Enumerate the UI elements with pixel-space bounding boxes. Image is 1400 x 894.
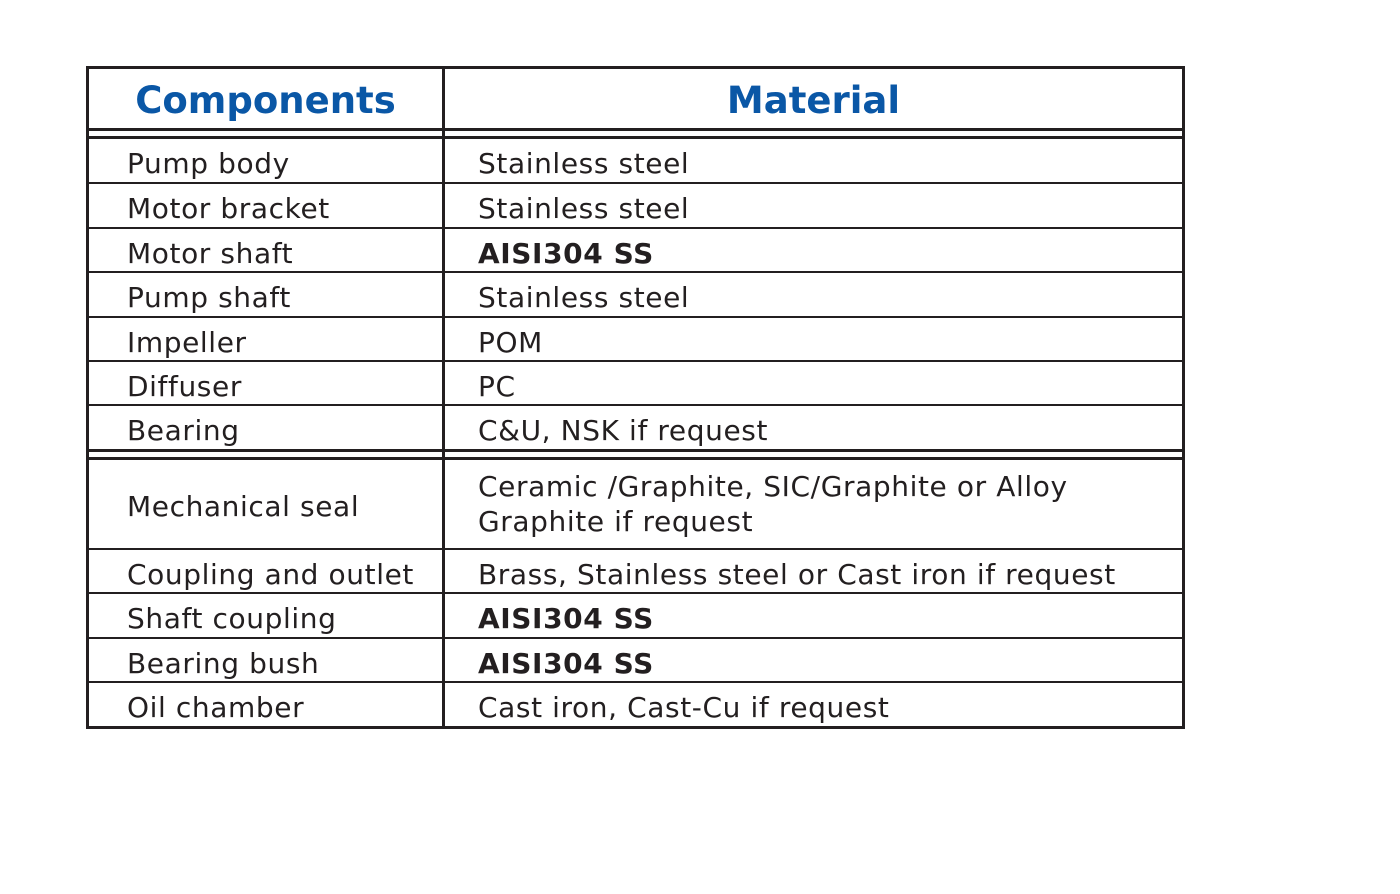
material-value: Stainless steel <box>478 281 690 314</box>
material-value: Stainless steel <box>478 147 690 180</box>
material-value: C&U, NSK if request <box>478 414 769 447</box>
material-cell <box>445 460 1182 548</box>
table-row <box>89 318 1182 361</box>
material-cell <box>445 273 1182 317</box>
material-cell <box>445 318 1182 361</box>
table-row <box>89 406 1182 450</box>
material-cell <box>445 594 1182 638</box>
component-name: Coupling and outlet <box>127 557 414 591</box>
component-cell <box>89 406 442 450</box>
header-row <box>89 69 1182 129</box>
component-cell <box>89 460 442 548</box>
component-cell <box>89 550 442 593</box>
component-name: Impeller <box>127 325 247 359</box>
material-cell <box>445 184 1182 228</box>
header-material: Material <box>726 78 901 122</box>
component-cell <box>89 362 442 405</box>
material-cell <box>445 406 1182 450</box>
component-cell <box>89 594 442 638</box>
material-value: Stainless steel <box>478 192 690 225</box>
header-cell-material <box>445 69 1182 129</box>
component-name: Pump body <box>127 147 290 180</box>
header-cell-components <box>89 69 442 129</box>
component-name: Bearing bush <box>127 646 320 680</box>
materials-table <box>86 66 1185 729</box>
component-cell <box>89 318 442 361</box>
table-row <box>89 229 1182 272</box>
table-row <box>89 460 1182 548</box>
component-cell <box>89 139 442 183</box>
table-row <box>89 550 1182 593</box>
material-cell <box>445 550 1182 593</box>
component-cell <box>89 639 442 682</box>
material-value: AISI304 SS <box>478 646 654 680</box>
component-name: Bearing <box>127 414 240 447</box>
material-value: PC <box>478 369 516 403</box>
section-divider-top <box>89 449 1182 452</box>
component-name: Mechanical seal <box>127 490 360 523</box>
material-value: Cast iron, Cast-Cu if request <box>478 690 890 724</box>
component-name: Motor bracket <box>127 192 330 225</box>
material-value: AISI304 SS <box>478 602 654 635</box>
component-cell <box>89 273 442 317</box>
table-row <box>89 594 1182 638</box>
material-value: Ceramic /Graphite, SIC/Graphite or Alloy Graphite if request <box>478 470 1068 538</box>
component-cell <box>89 683 442 726</box>
material-cell <box>445 639 1182 682</box>
column-divider <box>442 69 445 726</box>
component-cell <box>89 229 442 272</box>
material-value: AISI304 SS <box>478 236 654 270</box>
component-name: Pump shaft <box>127 281 291 314</box>
material-cell <box>445 683 1182 726</box>
table-row <box>89 683 1182 726</box>
table-row <box>89 362 1182 405</box>
material-cell <box>445 139 1182 183</box>
header-divider-top <box>89 128 1182 131</box>
component-name: Diffuser <box>127 369 242 403</box>
material-cell <box>445 362 1182 405</box>
material-cell <box>445 229 1182 272</box>
table-row <box>89 273 1182 317</box>
table-row <box>89 139 1182 183</box>
component-name: Oil chamber <box>127 690 305 724</box>
component-name: Shaft coupling <box>127 602 337 635</box>
header-components: Components <box>135 78 396 122</box>
component-name: Motor shaft <box>127 236 294 270</box>
material-value: Brass, Stainless steel or Cast iron if request <box>478 557 1116 591</box>
table-row <box>89 639 1182 682</box>
material-value: POM <box>478 325 543 359</box>
table-row <box>89 184 1182 228</box>
component-cell <box>89 184 442 228</box>
